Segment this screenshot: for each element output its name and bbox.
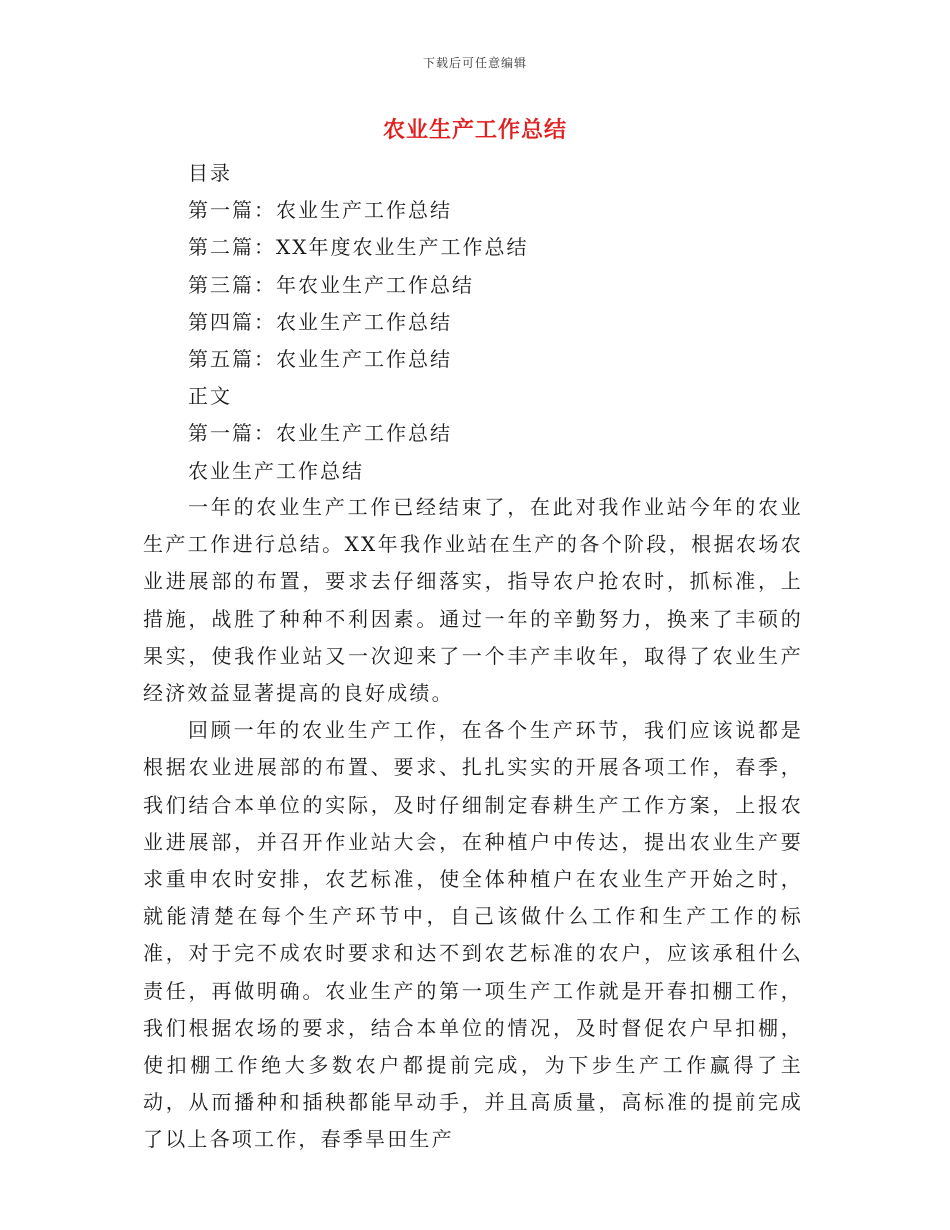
toc-item-3: 第三篇：年农业生产工作总结	[188, 272, 474, 297]
body-text	[143, 489, 803, 1159]
section-heading: 第一篇：农业生产工作总结	[188, 421, 452, 446]
toc-item-2: 第二篇：XX年度农业生产工作总结	[188, 235, 529, 260]
toc-item-1: 第一篇：农业生产工作总结	[188, 198, 452, 223]
header-note: 下载后可任意编辑	[422, 56, 527, 70]
section-subtitle: 农业生产工作总结	[188, 458, 364, 483]
paragraph-2: 回顾一年的农业生产工作，在各个生产环节，我们应该说都是根据农业进展部的布置、要求、扎扎实实的开展各项工作，春季，我们结合本单位的实际，及时仔细制定春耕生产工作方案，上报农业进展部，并召开作业站大会，在种植户中传达，提出农业生产要求重申农时安排，农艺标准，使全体种植户在农业生产开始之时，就能清楚在每个生产环节中，自己该做什么工作和生产工作的标准，对于完不成农时要求和达不到农艺标准的农户，应该承租什么责任，再做明确。农业生产的第一项生产工作就是开春扣棚工作，我们根据农场的要求，结合本单位的情况，及时督促农户早扣棚，使扣棚工作绝大多数农户都提前完成，为下步生产工作赢得了主动，从而播种和插秧都能早动手，并且高质量，高标准的提前完成了以上各项工作，春季旱田生产	[143, 718, 803, 1152]
paragraph-1: 一年的农业生产工作已经结束了，在此对我作业站今年的农业生产工作进行总结。XX年我作业站在生产的各个阶段，根据农场农业进展部的布置，要求去仔细落实，指导农户抢农时，抓标准，上措施，战胜了种种不利因素。通过一年的辛勤努力，换来了丰硕的果实，使我作业站又一次迎来了一个丰产丰收年，取得了农业生产经济效益显著提高的良好成绩。	[143, 495, 803, 706]
toc-item-5: 第五篇：农业生产工作总结	[188, 346, 452, 371]
table-of-contents	[188, 155, 808, 490]
toc-heading: 目录	[188, 161, 232, 185]
body-heading: 正文	[188, 384, 232, 409]
toc-item-4: 第四篇：农业生产工作总结	[188, 309, 452, 334]
document-title: 农业生产工作总结	[382, 117, 567, 143]
